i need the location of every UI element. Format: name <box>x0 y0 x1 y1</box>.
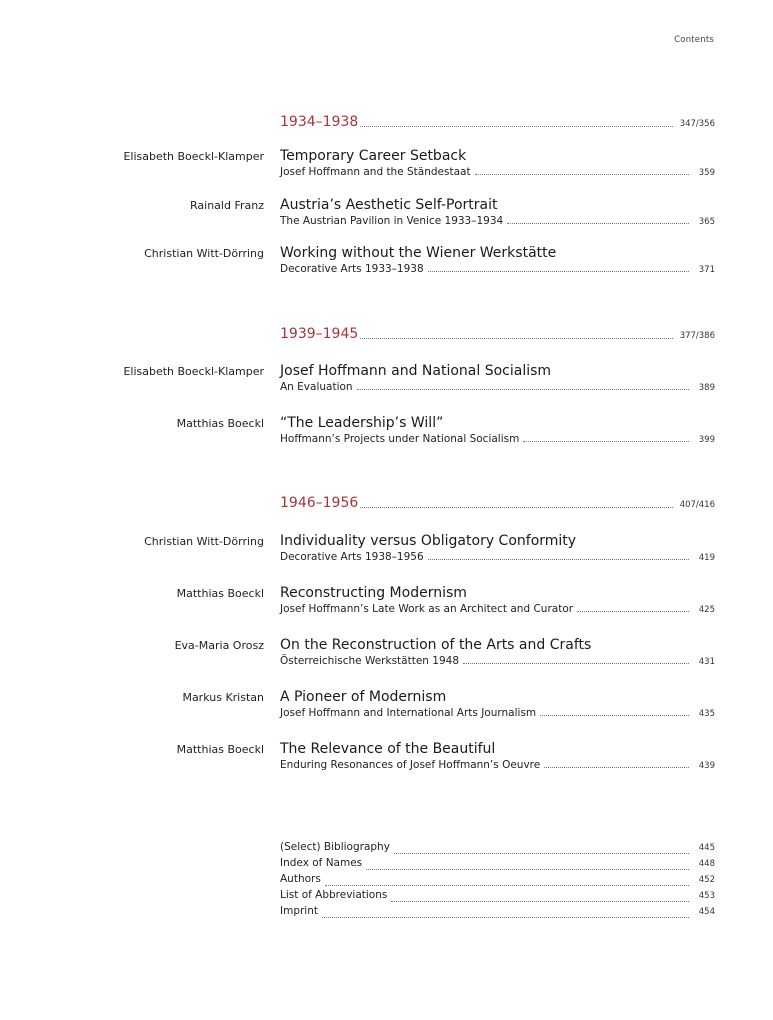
back-matter-label: List of Abbreviations <box>280 889 388 901</box>
entry-title: Temporary Career Setback <box>280 148 467 164</box>
entry-subtitle: Josef Hoffmann and the Ständestaat <box>280 166 471 178</box>
dot-leader <box>463 662 689 664</box>
entry-subtitle: An Evaluation <box>280 381 353 393</box>
toc-entry[interactable] <box>0 149 773 189</box>
entry-title: On the Reconstruction of the Arts and Crafts <box>280 637 592 653</box>
back-matter-item[interactable] <box>280 873 715 889</box>
dot-leader <box>394 852 689 854</box>
entry-title: Individuality versus Obligatory Conformity <box>280 533 577 549</box>
entry-author: Eva-Maria Orosz <box>174 639 264 652</box>
entry-author: Matthias Boeckl <box>176 417 264 430</box>
entry-subline <box>280 759 715 771</box>
entry-page: 399 <box>698 435 715 445</box>
back-matter-item[interactable] <box>280 841 715 857</box>
toc-entry[interactable] <box>0 416 773 456</box>
entry-page: 389 <box>698 383 715 393</box>
entry-page: 439 <box>698 761 715 771</box>
entry-subtitle: Josef Hoffmann’s Late Work as an Architect and Curator <box>280 603 574 615</box>
entry-subline <box>280 707 715 719</box>
entry-page: 435 <box>698 709 715 719</box>
back-matter-item[interactable] <box>280 889 715 905</box>
entry-author: Elisabeth Boeckl-Klamper <box>123 150 264 163</box>
toc-entry[interactable] <box>0 364 773 404</box>
section-year: 1946–1956 <box>280 495 359 511</box>
section-year: 1934–1938 <box>280 114 359 130</box>
entry-author: Elisabeth Boeckl-Klamper <box>123 365 264 378</box>
back-matter-label: Imprint <box>280 905 318 917</box>
entry-title: Austria’s Aesthetic Self-Portrait <box>280 197 498 213</box>
toc-entry[interactable] <box>0 534 773 574</box>
entry-title: The Relevance of the Beautiful <box>280 741 496 757</box>
dot-leader <box>360 337 672 339</box>
entry-author: Matthias Boeckl <box>176 587 264 600</box>
entry-subtitle: Josef Hoffmann and International Arts Journalism <box>280 707 537 719</box>
entry-subline <box>280 433 715 445</box>
back-matter-page: 453 <box>698 891 715 901</box>
running-head: Contents <box>674 35 714 45</box>
toc-entry[interactable] <box>0 638 773 678</box>
back-matter-item[interactable] <box>280 857 715 873</box>
dot-leader <box>523 440 688 442</box>
entry-subline <box>280 166 715 178</box>
entry-page: 425 <box>698 605 715 615</box>
dot-leader <box>360 506 672 508</box>
entry-author: Rainald Franz <box>190 199 264 212</box>
entry-subline <box>280 263 715 275</box>
entry-title: Working without the Wiener Werkstätte <box>280 245 557 261</box>
section-pages: 347/356 <box>679 119 715 129</box>
entry-subtitle: Hoffmann’s Projects under National Socialism <box>280 433 520 445</box>
section-heading[interactable] <box>280 326 715 342</box>
dot-leader <box>366 868 689 870</box>
entry-author: Markus Kristan <box>182 691 264 704</box>
entry-page: 359 <box>698 168 715 178</box>
entry-subline <box>280 215 715 227</box>
back-matter-page: 452 <box>698 875 715 885</box>
back-matter-label: Index of Names <box>280 857 363 869</box>
entry-title: A Pioneer of Modernism <box>280 689 447 705</box>
dot-leader <box>428 270 689 272</box>
dot-leader <box>391 900 688 902</box>
entry-title: “The Leadership’s Will” <box>280 415 444 431</box>
dot-leader <box>475 173 689 175</box>
section-year: 1939–1945 <box>280 326 359 342</box>
toc-entry[interactable] <box>0 198 773 238</box>
toc-entry[interactable] <box>0 246 773 286</box>
entry-page: 371 <box>698 265 715 275</box>
entry-author: Christian Witt-Dörring <box>144 535 264 548</box>
back-matter-label: (Select) Bibliography <box>280 841 390 853</box>
entry-title: Reconstructing Modernism <box>280 585 467 601</box>
entry-subtitle: Decorative Arts 1938–1956 <box>280 551 424 563</box>
dot-leader <box>577 610 689 612</box>
toc-entry[interactable] <box>0 586 773 626</box>
back-matter-list <box>280 841 715 921</box>
section-pages: 377/386 <box>679 331 715 341</box>
entry-page: 419 <box>698 553 715 563</box>
entry-author: Matthias Boeckl <box>176 743 264 756</box>
back-matter-page: 448 <box>698 859 715 869</box>
dot-leader <box>325 884 689 886</box>
entry-author: Christian Witt-Dörring <box>144 247 264 260</box>
section-heading[interactable] <box>280 495 715 511</box>
entry-page: 431 <box>698 657 715 667</box>
dot-leader <box>360 125 672 127</box>
back-matter-page: 445 <box>698 843 715 853</box>
back-matter-label: Authors <box>280 873 321 885</box>
back-matter-item[interactable] <box>280 905 715 921</box>
entry-subline <box>280 381 715 393</box>
dot-leader <box>428 558 689 560</box>
toc-entry[interactable] <box>0 690 773 730</box>
section-pages: 407/416 <box>679 500 715 510</box>
toc-entry[interactable] <box>0 742 773 782</box>
dot-leader <box>357 388 689 390</box>
back-matter-page: 454 <box>698 907 715 917</box>
entry-title: Josef Hoffmann and National Socialism <box>280 363 552 379</box>
dot-leader <box>540 714 689 716</box>
entry-page: 365 <box>698 217 715 227</box>
entry-subtitle: The Austrian Pavilion in Venice 1933–1934 <box>280 215 504 227</box>
entry-subtitle: Decorative Arts 1933–1938 <box>280 263 424 275</box>
entry-subtitle: Enduring Resonances of Josef Hoffmann’s Oeuvre <box>280 759 541 771</box>
entry-subline <box>280 603 715 615</box>
section-heading[interactable] <box>280 114 715 130</box>
entry-subline <box>280 655 715 667</box>
dot-leader <box>544 766 689 768</box>
entry-subtitle: Österreichische Werkstätten 1948 <box>280 655 460 667</box>
dot-leader <box>507 222 689 224</box>
entry-subline <box>280 551 715 563</box>
dot-leader <box>322 916 689 918</box>
